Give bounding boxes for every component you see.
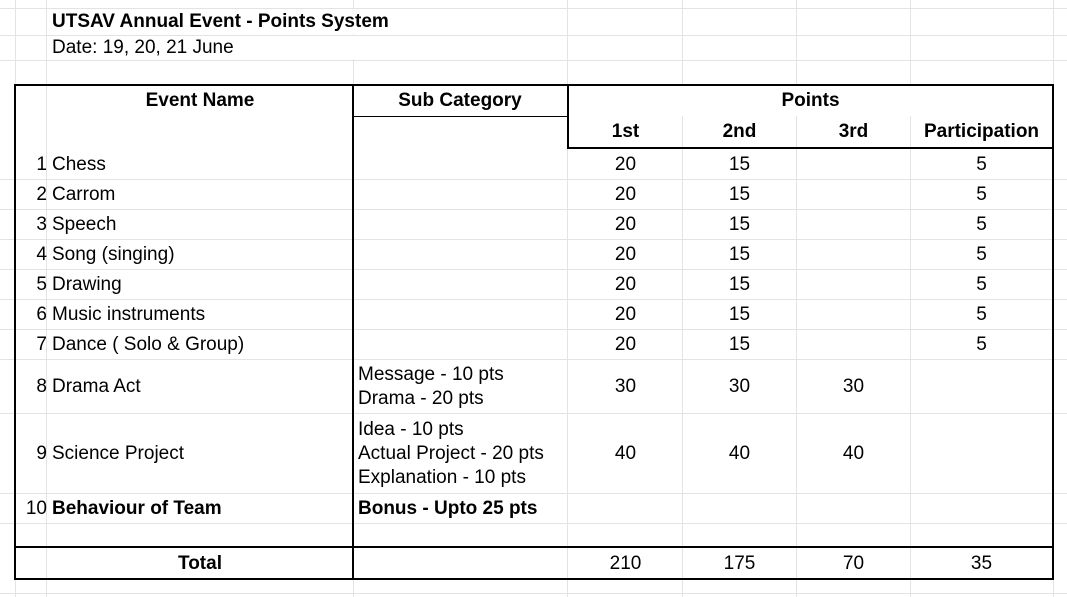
sub-category-cell[interactable] xyxy=(354,360,566,413)
points-3rd-cell[interactable] xyxy=(797,240,910,269)
points-2nd-cell[interactable]: 15 xyxy=(728,243,751,265)
event-name-cell[interactable]: Science Project xyxy=(52,442,185,464)
row-number[interactable]: 9 xyxy=(36,442,47,464)
border-line xyxy=(14,546,1054,548)
points-1st-cell[interactable]: 20 xyxy=(614,213,637,235)
points-3rd-cell[interactable] xyxy=(797,150,910,179)
gridline xyxy=(0,60,1067,61)
event-name-cell[interactable]: Carrom xyxy=(52,183,116,205)
points-2nd-cell[interactable]: 40 xyxy=(728,442,751,464)
event-date[interactable]: Date: 19, 20, 21 June xyxy=(47,36,567,59)
border-line xyxy=(354,116,568,117)
points-1st-cell[interactable]: 20 xyxy=(614,183,637,205)
points-2nd-cell[interactable]: 15 xyxy=(728,303,751,325)
gridline xyxy=(0,523,1067,524)
points-participation-cell[interactable] xyxy=(911,360,1052,413)
header-points[interactable]: Points xyxy=(569,86,1052,116)
gridline xyxy=(0,593,1067,594)
row-number[interactable]: 3 xyxy=(36,213,47,235)
row-number[interactable]: 8 xyxy=(36,375,47,397)
sub-category-cell[interactable] xyxy=(354,150,566,179)
sub-category-line: Bonus - Upto 25 pts xyxy=(358,497,538,519)
header-2nd[interactable]: 2nd xyxy=(683,117,796,147)
points-2nd-cell[interactable]: 15 xyxy=(728,153,751,175)
sub-category-line: Drama - 20 pts xyxy=(358,387,484,409)
sheet-title[interactable]: UTSAV Annual Event - Points System xyxy=(47,9,567,34)
sub-category-cell[interactable] xyxy=(354,494,566,523)
points-participation-cell[interactable] xyxy=(911,414,1052,493)
points-2nd-cell[interactable] xyxy=(683,494,796,523)
row-number[interactable]: 10 xyxy=(25,497,47,519)
sub-category-cell[interactable] xyxy=(354,300,566,329)
event-name-cell[interactable]: Drawing xyxy=(52,273,122,295)
points-1st-cell[interactable]: 20 xyxy=(614,333,637,355)
border-line xyxy=(1052,84,1054,580)
sub-category-cell[interactable] xyxy=(354,240,566,269)
sub-category-cell[interactable] xyxy=(354,270,566,299)
row-number[interactable]: 6 xyxy=(36,303,47,325)
event-name-cell[interactable]: Song (singing) xyxy=(52,243,175,265)
event-name-cell[interactable]: Drama Act xyxy=(52,375,141,397)
points-1st-cell[interactable] xyxy=(569,494,682,523)
border-line xyxy=(352,84,354,580)
sub-category-line: Explanation - 10 pts xyxy=(358,466,526,488)
points-1st-cell[interactable]: 30 xyxy=(614,375,637,397)
event-name-cell[interactable]: Behaviour of Team xyxy=(52,497,222,519)
sub-category-cell[interactable] xyxy=(354,180,566,209)
points-2nd-cell[interactable]: 30 xyxy=(728,375,751,397)
points-participation-cell[interactable]: 5 xyxy=(976,273,987,295)
points-3rd-cell[interactable] xyxy=(797,330,910,359)
points-1st-cell[interactable]: 40 xyxy=(614,442,637,464)
sub-category-line: Idea - 10 pts xyxy=(358,418,464,440)
points-1st-cell[interactable]: 20 xyxy=(614,243,637,265)
points-participation-cell[interactable] xyxy=(911,494,1052,523)
border-line xyxy=(567,147,1054,149)
points-3rd-cell[interactable] xyxy=(797,210,910,239)
header-event-name[interactable]: Event Name xyxy=(48,86,352,116)
points-participation-cell[interactable]: 5 xyxy=(976,183,987,205)
header-1st[interactable]: 1st xyxy=(569,117,682,147)
border-line xyxy=(567,84,569,149)
sub-category-line: Actual Project - 20 pts xyxy=(358,442,544,464)
points-2nd-cell[interactable]: 15 xyxy=(728,333,751,355)
row-number[interactable]: 5 xyxy=(36,273,47,295)
points-participation-cell[interactable]: 5 xyxy=(976,213,987,235)
sub-category-line: Message - 10 pts xyxy=(358,363,504,385)
header-sub-category[interactable]: Sub Category xyxy=(354,86,566,115)
border-line xyxy=(14,84,1054,86)
header-3rd[interactable]: 3rd xyxy=(797,117,910,147)
points-3rd-cell[interactable] xyxy=(797,180,910,209)
total-2nd[interactable]: 175 xyxy=(723,552,756,574)
points-participation-cell[interactable]: 5 xyxy=(976,243,987,265)
total-3rd[interactable]: 70 xyxy=(842,552,865,574)
points-participation-cell[interactable]: 5 xyxy=(976,333,987,355)
border-line xyxy=(14,578,1054,580)
points-3rd-cell[interactable]: 40 xyxy=(842,442,865,464)
points-1st-cell[interactable]: 20 xyxy=(614,153,637,175)
points-1st-cell[interactable]: 20 xyxy=(614,303,637,325)
points-participation-cell[interactable]: 5 xyxy=(976,153,987,175)
total-label[interactable]: Total xyxy=(178,552,222,574)
sub-category-cell[interactable] xyxy=(354,414,566,493)
total-participation[interactable]: 35 xyxy=(970,552,993,574)
event-name-cell[interactable]: Dance ( Solo & Group) xyxy=(52,333,245,355)
sub-category-cell[interactable] xyxy=(354,210,566,239)
points-3rd-cell[interactable] xyxy=(797,270,910,299)
points-3rd-cell[interactable] xyxy=(797,494,910,523)
row-number[interactable]: 1 xyxy=(36,153,47,175)
row-number[interactable]: 4 xyxy=(36,243,47,265)
points-2nd-cell[interactable]: 15 xyxy=(728,213,751,235)
sub-category-cell[interactable] xyxy=(354,330,566,359)
points-3rd-cell[interactable]: 30 xyxy=(842,375,865,397)
border-line xyxy=(14,84,16,580)
row-number[interactable]: 2 xyxy=(36,183,47,205)
event-name-cell[interactable]: Music instruments xyxy=(52,303,206,325)
total-1st[interactable]: 210 xyxy=(609,552,642,574)
points-2nd-cell[interactable]: 15 xyxy=(728,273,751,295)
points-2nd-cell[interactable]: 15 xyxy=(728,183,751,205)
points-1st-cell[interactable]: 20 xyxy=(614,273,637,295)
row-number[interactable]: 7 xyxy=(36,333,47,355)
event-name-cell[interactable]: Chess xyxy=(52,153,106,175)
header-participation[interactable]: Participation xyxy=(911,117,1052,147)
points-3rd-cell[interactable] xyxy=(797,300,910,329)
event-name-cell[interactable]: Speech xyxy=(52,213,117,235)
points-participation-cell[interactable]: 5 xyxy=(976,303,987,325)
